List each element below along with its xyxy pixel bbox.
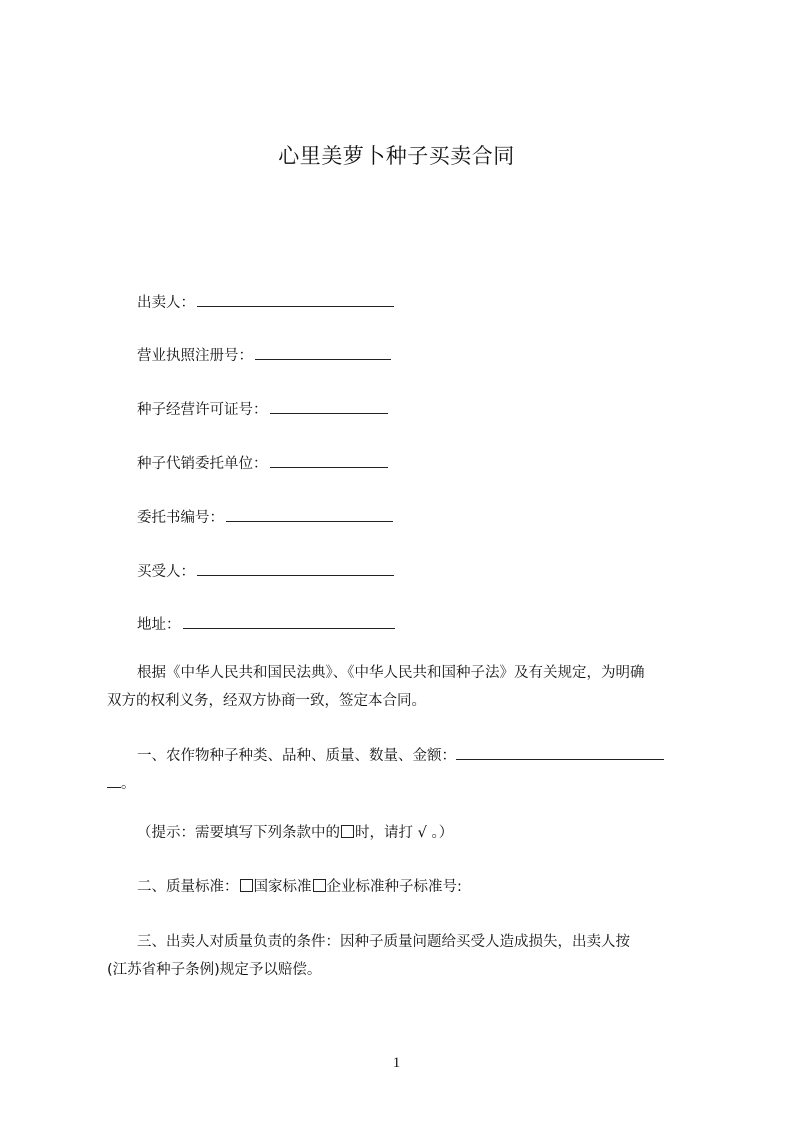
clause-2 (107, 873, 707, 901)
field-address-label: 地址： (137, 617, 181, 633)
field-power-of-attorney-no-blank[interactable] (226, 507, 393, 522)
field-seller (137, 292, 394, 313)
checkbox-enterprise-standard[interactable] (313, 879, 326, 892)
field-business-license-label: 营业执照注册号： (137, 348, 253, 364)
field-seed-permit-label: 种子经营许可证号： (137, 402, 268, 418)
document-title: 心里美萝卜种子买卖合同 (278, 144, 515, 168)
field-seller-label: 出卖人： (137, 295, 195, 311)
field-power-of-attorney-no-label: 委托书编号： (137, 510, 224, 526)
clause-1-end: 。 (121, 776, 136, 792)
clause-2-part-1: 二、质量标准： (137, 879, 239, 895)
field-seed-permit-blank[interactable] (270, 399, 388, 414)
hint-note (107, 819, 707, 847)
field-consignment-unit-label: 种子代销委托单位： (137, 456, 268, 472)
clause-1-text: 一、农作物种子种类、品种、质量、数量、金额： (137, 748, 456, 764)
clause-3 (107, 928, 707, 984)
page-number: 1 (392, 1055, 401, 1071)
clause-1-blank[interactable] (456, 745, 664, 760)
field-business-license (137, 345, 391, 366)
field-seed-permit (137, 399, 388, 420)
clause-2-part-2: 国家标准 (253, 879, 312, 895)
field-address-blank[interactable] (183, 614, 395, 629)
clause-1-blank-continued[interactable] (107, 773, 121, 788)
intro-line-2: 双方的权利义务，经双方协商一致，签定本合同。 (107, 693, 426, 709)
hint-part-2: 时，请打 √ 。） (355, 825, 454, 841)
field-buyer-blank[interactable] (197, 561, 394, 576)
checkbox-icon (341, 825, 354, 838)
field-address (137, 614, 395, 635)
field-power-of-attorney-no (137, 507, 393, 528)
clause-3-line-1: 三、出卖人对质量负责的条件：因种子质量问题给买受人造成损失，出卖人按 (137, 934, 630, 950)
intro-paragraph (107, 659, 707, 715)
field-buyer (137, 561, 394, 582)
clause-3-line-2: (江苏省种子条例)规定予以赔偿。 (107, 962, 322, 978)
hint-part-1: （提示：需要填写下列条款中的 (137, 825, 340, 841)
clause-1 (107, 742, 707, 798)
field-consignment-unit-blank[interactable] (270, 453, 388, 468)
field-buyer-label: 买受人： (137, 564, 195, 580)
field-consignment-unit (137, 453, 388, 474)
intro-line-1: 根据《中华人民共和国民法典》、《中华人民共和国种子法》及有关规定，为明确 (137, 665, 645, 681)
field-business-license-blank[interactable] (255, 345, 391, 360)
checkbox-national-standard[interactable] (240, 879, 253, 892)
clause-2-part-3: 企业标准种子标准号: (326, 879, 462, 895)
field-seller-blank[interactable] (197, 292, 394, 307)
